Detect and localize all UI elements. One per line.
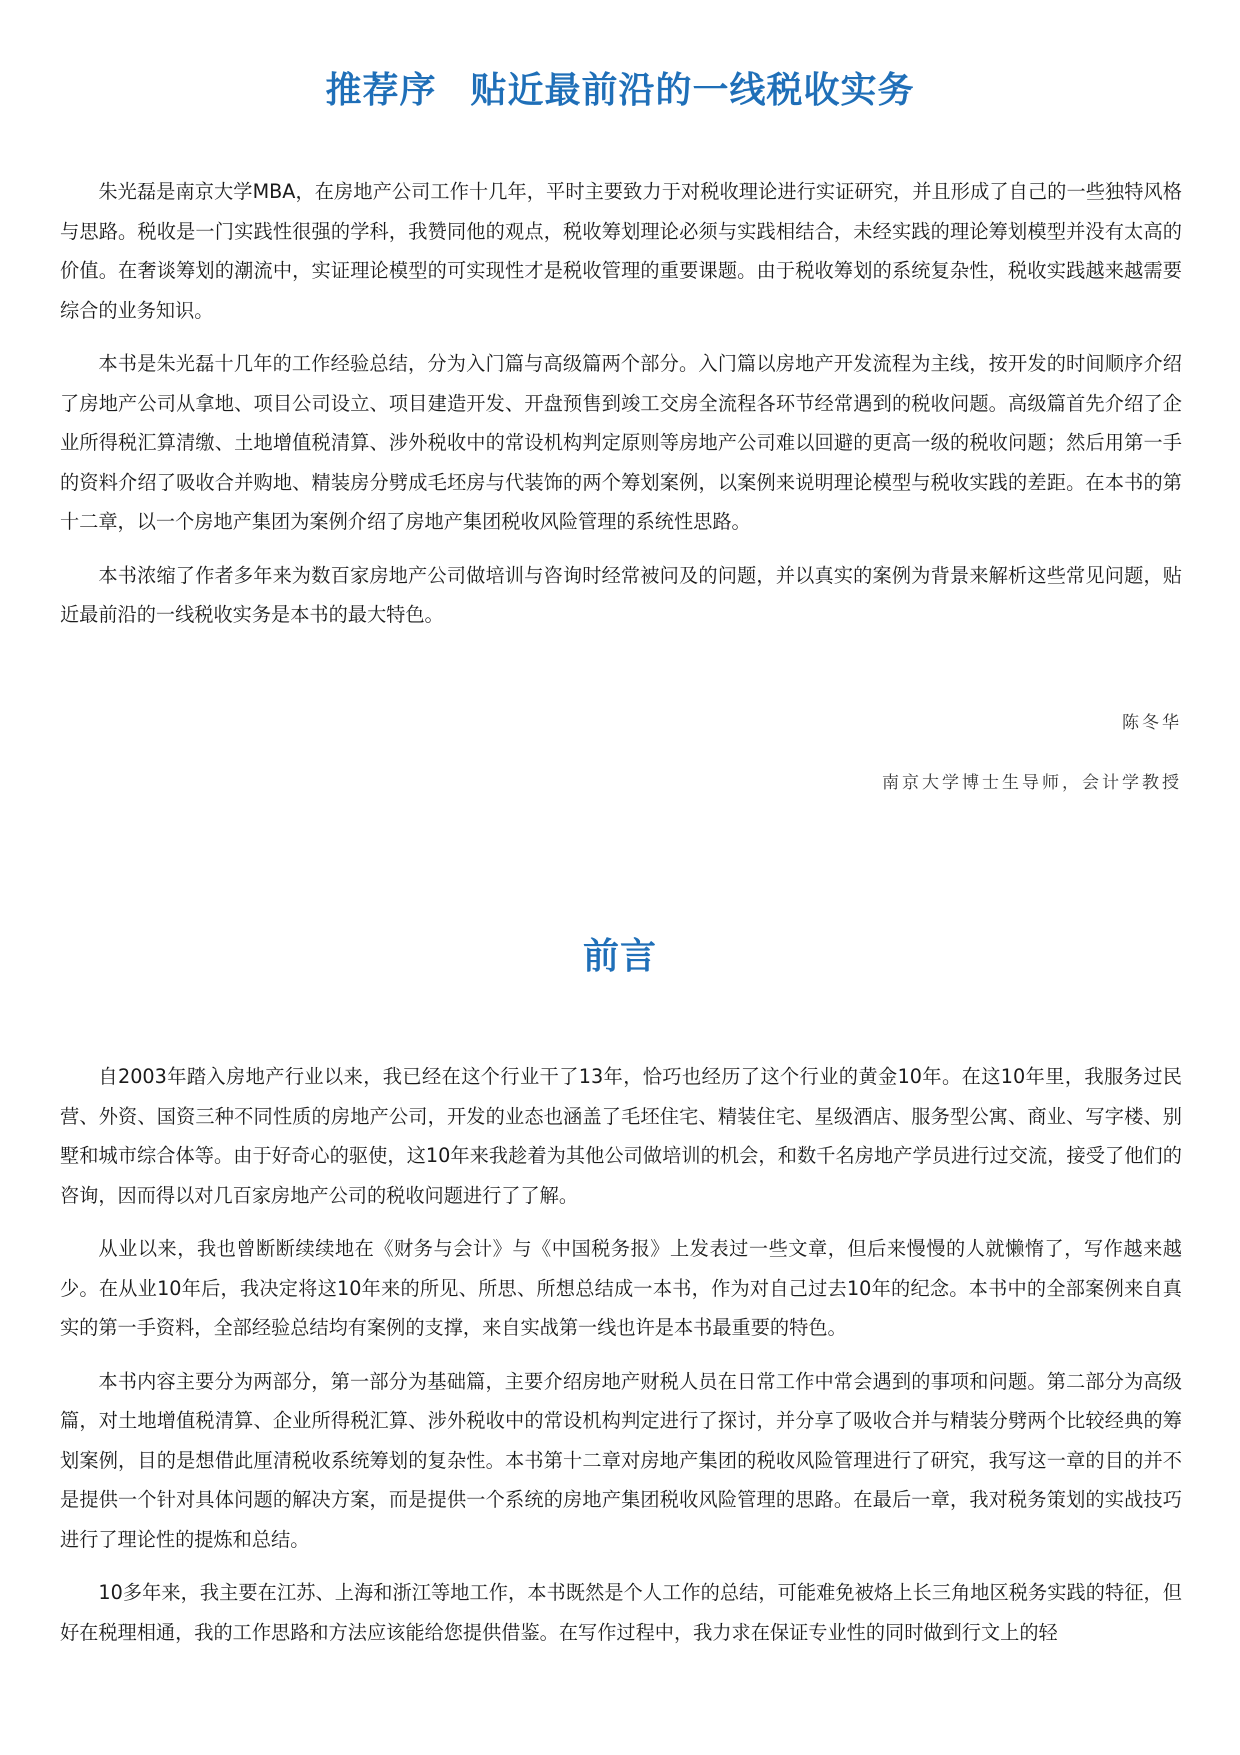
signature-title: 南京大学博士生导师，会计学教授 bbox=[882, 773, 1182, 793]
preface-title: 前言 bbox=[582, 936, 657, 977]
recommend-title bbox=[0, 62, 1240, 113]
preface-paragraph-2: 从业以来，我也曾断断续续地在《财务与会计》与《中国税务报》上发表过一些文章，但后来慢慢的人就懒惰了，写作越来越少。在从业10年后，我决定将这10年来的所见、所思、所想总结成一本书，作为对自己过去10年的纪念。本书中的全部案例来自真实的第一手资料，全部经验总结均有案例的支撑，来自实战第一线也许是本书最重要的特色。 bbox=[60, 1237, 1182, 1339]
recommend-title-subtitle: 贴近最前沿的一线税收实务 bbox=[470, 70, 915, 111]
recommend-body bbox=[60, 172, 1182, 635]
preface-body bbox=[60, 1057, 1182, 1652]
recommend-paragraph-1: 朱光磊是南京大学MBA，在房地产公司工作十几年，平时主要致力于对税收理论进行实证研究，并且形成了自己的一些独特风格与思路。税收是一门实践性很强的学科，我赞同他的观点，税收筹划理论必须与实践相结合，未经实践的理论筹划模型并没有太高的价值。在奢谈筹划的潮流中，实证理论模型的可实现性才是税收管理的重要课题。由于税收筹划的系统复杂性，税收实践越来越需要综合的业务知识。 bbox=[60, 180, 1182, 322]
recommend-title-label: 推荐序 bbox=[325, 70, 437, 111]
recommend-paragraph-3: 本书浓缩了作者多年来为数百家房地产公司做培训与咨询时经常被问及的问题，并以真实的案例为背景来解析这些常见问题，贴近最前沿的一线税收实务是本书的最大特色。 bbox=[60, 563, 1182, 626]
preface-paragraph-4: 10多年来，我主要在江苏、上海和浙江等地工作，本书既然是个人工作的总结，可能难免被烙上长三角地区税务实践的特征，但好在税理相通，我的工作思路和方法应该能给您提供借鉴。在写作过程中，我力求在保证专业性的同时做到行文上的轻 bbox=[60, 1581, 1182, 1644]
preface-paragraph-1: 自2003年踏入房地产行业以来，我已经在这个行业干了13年，恰巧也经历了这个行业的黄金10年。在这10年里，我服务过民营、外资、国资三种不同性质的房地产公司，开发的业态也涵盖了毛坯住宅、精装住宅、星级酒店、服务型公寓、商业、写字楼、别墅和城市综合体等。由于好奇心的驱使，这10年来我趁着为其他公司做培训的机会，和数千名房地产学员进行过交流，接受了他们的咨询，因而得以对几百家房地产公司的税收问题进行了了解。 bbox=[60, 1065, 1182, 1207]
preface-paragraph-3: 本书内容主要分为两部分，第一部分为基础篇，主要介绍房地产财税人员在日常工作中常会遇到的事项和问题。第二部分为高级篇，对土地增值税清算、企业所得税汇算、涉外税收中的常设机构判定进行了探讨，并分享了吸收合并与精装分劈两个比较经典的筹划案例，目的是想借此厘清税收系统筹划的复杂性。本书第十二章对房地产集团的税收风险管理进行了研究，我写这一章的目的并不是提供一个针对具体问题的解决方案，而是提供一个系统的房地产集团税收风险管理的思路。在最后一章，我对税务策划的实战技巧进行了理论性的提炼和总结。 bbox=[60, 1369, 1182, 1551]
recommend-paragraph-2: 本书是朱光磊十几年的工作经验总结，分为入门篇与高级篇两个部分。入门篇以房地产开发流程为主线，按开发的时间顺序介绍了房地产公司从拿地、项目公司设立、项目建造开发、开盘预售到竣工交房全流程各环节经常遇到的税收问题。高级篇首先介绍了企业所得税汇算清缴、土地增值税清算、涉外税收中的常设机构判定原则等房地产公司难以回避的更高一级的税收问题；然后用第一手的资料介绍了吸收合并购地、精装房分劈成毛坯房与代装饰的两个筹划案例，以案例来说明理论模型与税收实践的差距。在本书的第十二章，以一个房地产集团为案例介绍了房地产集团税收风险管理的系统性思路。 bbox=[60, 352, 1182, 533]
signature-name: 陈冬华 bbox=[1122, 713, 1182, 733]
